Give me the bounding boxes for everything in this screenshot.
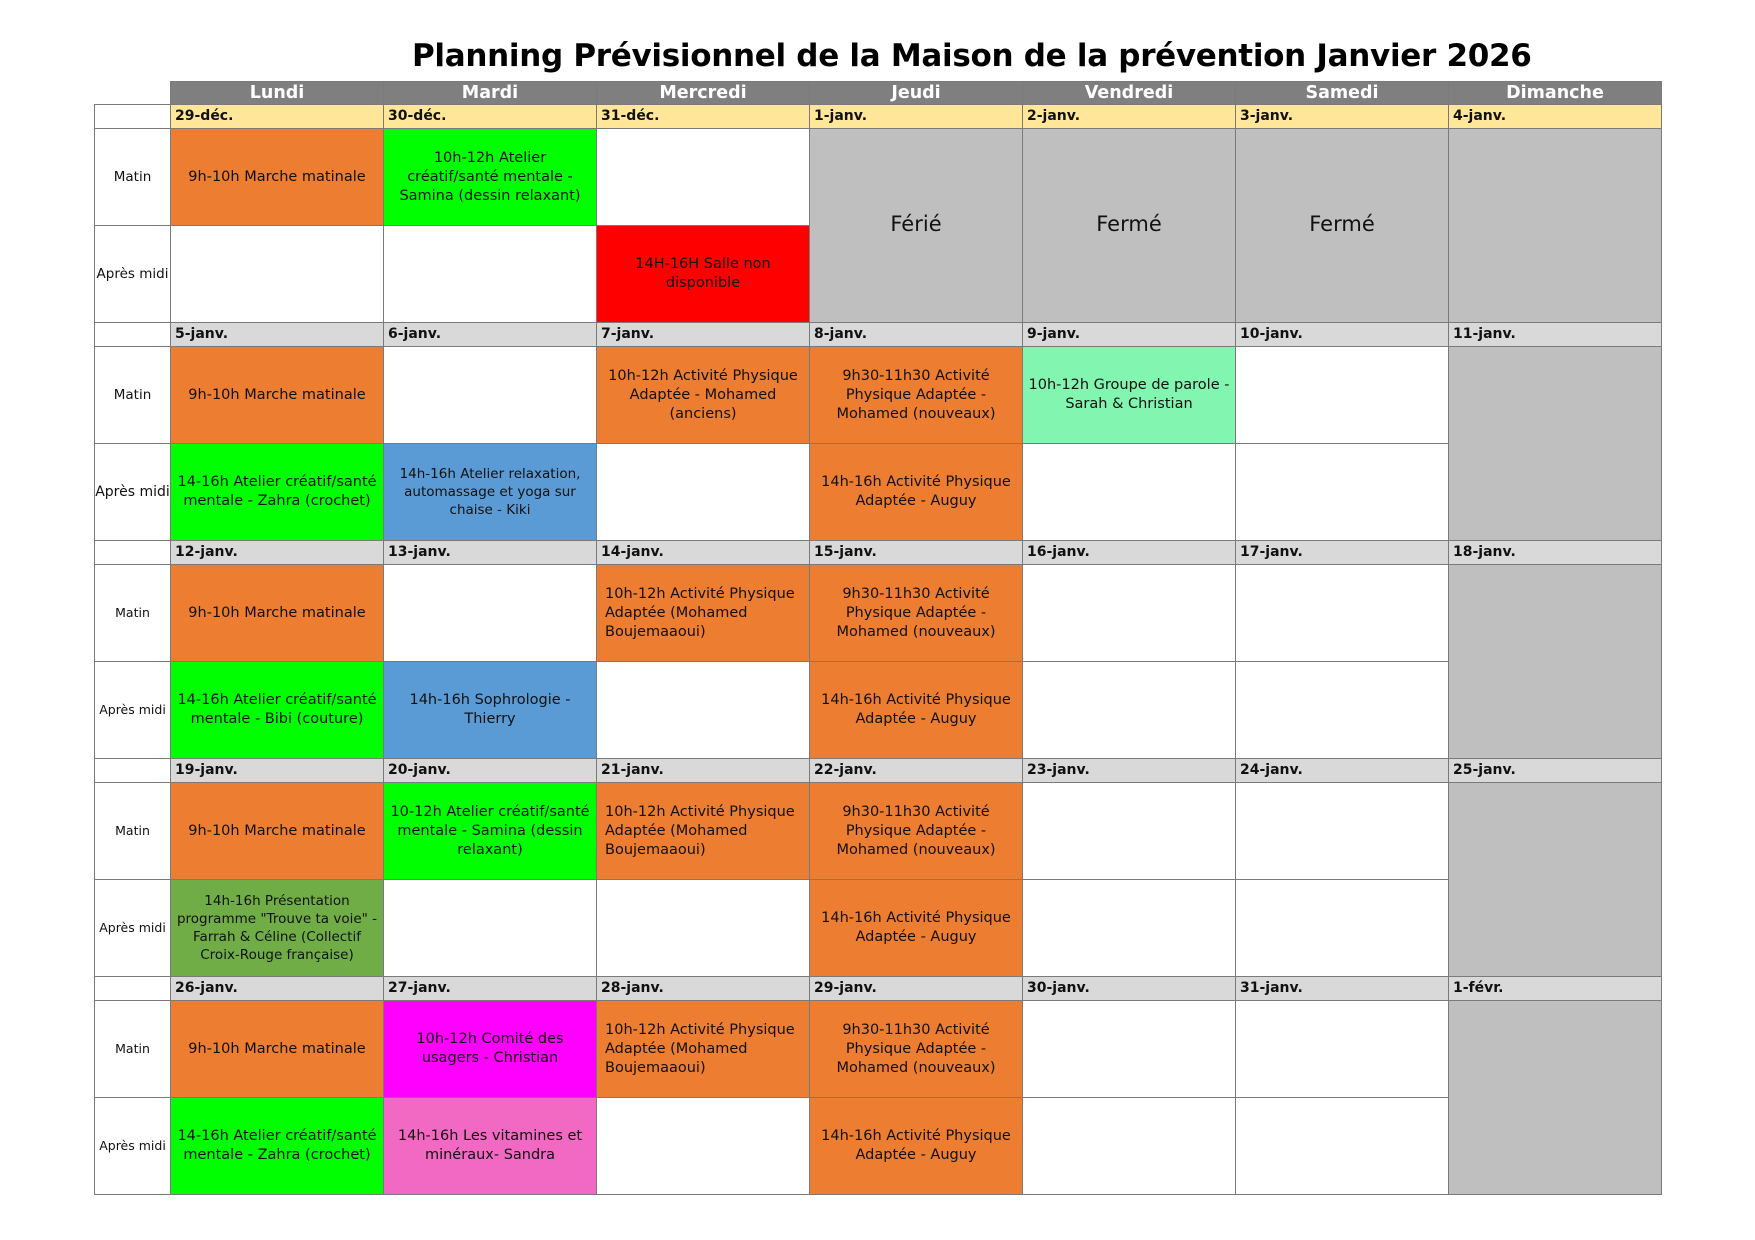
slot-label: Après midi bbox=[95, 662, 171, 759]
weekday-header: Jeudi bbox=[810, 82, 1023, 105]
activity-cell: 9h30-11h30 Activité Physique Adaptée - Mohamed (nouveaux) bbox=[810, 565, 1023, 662]
date-cell: 21-janv. bbox=[597, 759, 810, 783]
weekday-header: Dimanche bbox=[1449, 82, 1662, 105]
planning-table bbox=[94, 81, 1662, 1195]
date-cell: 31-janv. bbox=[1236, 977, 1449, 1001]
empty-cell bbox=[1236, 1001, 1449, 1098]
date-cell: 10-janv. bbox=[1236, 323, 1449, 347]
empty-cell bbox=[597, 1098, 810, 1195]
empty-cell bbox=[597, 444, 810, 541]
empty-cell bbox=[171, 226, 384, 323]
activity-cell: Fermé bbox=[1023, 129, 1236, 323]
empty-cell bbox=[384, 347, 597, 444]
activity-cell: 10-12h Atelier créatif/santé mentale - Samina (dessin relaxant) bbox=[384, 783, 597, 880]
date-row bbox=[95, 977, 1662, 1001]
empty-cell bbox=[1023, 880, 1236, 977]
date-cell: 16-janv. bbox=[1023, 541, 1236, 565]
empty-cell bbox=[384, 226, 597, 323]
activity-cell: 9h30-11h30 Activité Physique Adaptée - Mohamed (nouveaux) bbox=[810, 1001, 1023, 1098]
date-cell: 4-janv. bbox=[1449, 105, 1662, 129]
activity-cell: 14h-16h Les vitamines et minéraux- Sandra bbox=[384, 1098, 597, 1195]
empty-cell bbox=[1449, 1001, 1662, 1195]
date-cell: 17-janv. bbox=[1236, 541, 1449, 565]
activity-cell: 14h-16h Sophrologie - Thierry bbox=[384, 662, 597, 759]
date-cell: 2-janv. bbox=[1023, 105, 1236, 129]
activity-cell: 10h-12h Activité Physique Adaptée (Mohamed Boujemaaoui) bbox=[597, 565, 810, 662]
date-cell: 31-déc. bbox=[597, 105, 810, 129]
date-cell: 3-janv. bbox=[1236, 105, 1449, 129]
matin-row bbox=[95, 347, 1662, 444]
empty-cell bbox=[1449, 783, 1662, 977]
activity-cell: 14h-16h Activité Physique Adaptée - Auguy bbox=[810, 880, 1023, 977]
date-cell: 1-janv. bbox=[810, 105, 1023, 129]
weekday-header: Samedi bbox=[1236, 82, 1449, 105]
date-row-spacer bbox=[95, 977, 171, 1001]
activity-cell: 14-16h Atelier créatif/santé mentale - Bibi (couture) bbox=[171, 662, 384, 759]
apres-midi-row bbox=[95, 444, 1662, 541]
slot-label: Après midi bbox=[95, 444, 171, 541]
empty-cell bbox=[1236, 662, 1449, 759]
matin-row bbox=[95, 783, 1662, 880]
empty-cell bbox=[1236, 444, 1449, 541]
weekday-header: Lundi bbox=[171, 82, 384, 105]
date-cell: 8-janv. bbox=[810, 323, 1023, 347]
date-cell: 26-janv. bbox=[171, 977, 384, 1001]
page-title: Planning Prévisionnel de la Maison de la prévention Janvier 2026 bbox=[412, 38, 1532, 74]
slot-label: Matin bbox=[95, 129, 171, 226]
date-cell: 30-déc. bbox=[384, 105, 597, 129]
apres-midi-row bbox=[95, 662, 1662, 759]
matin-row bbox=[95, 129, 1662, 226]
date-cell: 1-févr. bbox=[1449, 977, 1662, 1001]
empty-cell bbox=[1023, 565, 1236, 662]
empty-cell bbox=[1023, 1001, 1236, 1098]
slot-label: Après midi bbox=[95, 226, 171, 323]
activity-cell: Férié bbox=[810, 129, 1023, 323]
date-cell: 23-janv. bbox=[1023, 759, 1236, 783]
date-row bbox=[95, 541, 1662, 565]
slot-label: Matin bbox=[95, 347, 171, 444]
date-cell: 6-janv. bbox=[384, 323, 597, 347]
matin-row bbox=[95, 565, 1662, 662]
date-cell: 24-janv. bbox=[1236, 759, 1449, 783]
empty-cell bbox=[384, 565, 597, 662]
activity-cell: 9h30-11h30 Activité Physique Adaptée - Mohamed (nouveaux) bbox=[810, 783, 1023, 880]
slot-label: Matin bbox=[95, 1001, 171, 1098]
activity-cell: 10h-12h Activité Physique Adaptée (Mohamed Boujemaaoui) bbox=[597, 1001, 810, 1098]
date-cell: 29-janv. bbox=[810, 977, 1023, 1001]
date-cell: 25-janv. bbox=[1449, 759, 1662, 783]
empty-cell bbox=[1449, 565, 1662, 759]
activity-cell: 9h-10h Marche matinale bbox=[171, 783, 384, 880]
date-cell: 12-janv. bbox=[171, 541, 384, 565]
activity-cell: 14h-16h Présentation programme "Trouve ta voie" - Farrah & Céline (Collectif Croix-Rouge française) bbox=[171, 880, 384, 977]
activity-cell: 14-16h Atelier créatif/santé mentale - Zahra (crochet) bbox=[171, 444, 384, 541]
slot-label: Matin bbox=[95, 783, 171, 880]
apres-midi-row bbox=[95, 1098, 1662, 1195]
empty-cell bbox=[1236, 565, 1449, 662]
activity-cell: 9h30-11h30 Activité Physique Adaptée - Mohamed (nouveaux) bbox=[810, 347, 1023, 444]
date-cell: 15-janv. bbox=[810, 541, 1023, 565]
activity-cell: 14h-16h Atelier relaxation, automassage et yoga sur chaise - Kiki bbox=[384, 444, 597, 541]
weekday-header-row bbox=[95, 82, 1662, 105]
activity-cell: 14h-16h Activité Physique Adaptée - Auguy bbox=[810, 1098, 1023, 1195]
activity-cell: 10h-12h Activité Physique Adaptée - Mohamed (anciens) bbox=[597, 347, 810, 444]
empty-cell bbox=[1236, 783, 1449, 880]
corner-cell bbox=[95, 82, 171, 105]
activity-cell: Fermé bbox=[1236, 129, 1449, 323]
empty-cell bbox=[1023, 662, 1236, 759]
weekday-header: Mercredi bbox=[597, 82, 810, 105]
date-row-spacer bbox=[95, 541, 171, 565]
activity-cell: 9h-10h Marche matinale bbox=[171, 1001, 384, 1098]
empty-cell bbox=[384, 880, 597, 977]
activity-cell: 9h-10h Marche matinale bbox=[171, 129, 384, 226]
date-cell: 28-janv. bbox=[597, 977, 810, 1001]
empty-cell bbox=[1236, 880, 1449, 977]
date-cell: 19-janv. bbox=[171, 759, 384, 783]
activity-cell: 10h-12h Groupe de parole - Sarah & Christian bbox=[1023, 347, 1236, 444]
apres-midi-row bbox=[95, 880, 1662, 977]
date-row-spacer bbox=[95, 105, 171, 129]
activity-cell: 10h-12h Atelier créatif/santé mentale - Samina (dessin relaxant) bbox=[384, 129, 597, 226]
date-row bbox=[95, 105, 1662, 129]
empty-cell bbox=[597, 662, 810, 759]
date-cell: 13-janv. bbox=[384, 541, 597, 565]
date-row bbox=[95, 323, 1662, 347]
weekday-header: Vendredi bbox=[1023, 82, 1236, 105]
slot-label: Matin bbox=[95, 565, 171, 662]
schedule-grid bbox=[94, 81, 1662, 1195]
empty-cell bbox=[597, 129, 810, 226]
empty-cell bbox=[1449, 347, 1662, 541]
date-cell: 20-janv. bbox=[384, 759, 597, 783]
empty-cell bbox=[1236, 1098, 1449, 1195]
date-cell: 14-janv. bbox=[597, 541, 810, 565]
activity-cell: 10h-12h Activité Physique Adaptée (Mohamed Boujemaaoui) bbox=[597, 783, 810, 880]
date-cell: 27-janv. bbox=[384, 977, 597, 1001]
weekday-header: Mardi bbox=[384, 82, 597, 105]
empty-cell bbox=[1023, 783, 1236, 880]
empty-cell bbox=[1449, 129, 1662, 323]
empty-cell bbox=[1236, 347, 1449, 444]
date-cell: 29-déc. bbox=[171, 105, 384, 129]
activity-cell: 10h-12h Comité des usagers - Christian bbox=[384, 1001, 597, 1098]
activity-cell: 14h-16h Activité Physique Adaptée - Auguy bbox=[810, 444, 1023, 541]
date-cell: 22-janv. bbox=[810, 759, 1023, 783]
activity-cell: 9h-10h Marche matinale bbox=[171, 565, 384, 662]
date-cell: 11-janv. bbox=[1449, 323, 1662, 347]
slot-label: Après midi bbox=[95, 1098, 171, 1195]
matin-row bbox=[95, 1001, 1662, 1098]
activity-cell: 14H-16H Salle non disponible bbox=[597, 226, 810, 323]
date-cell: 7-janv. bbox=[597, 323, 810, 347]
date-row-spacer bbox=[95, 323, 171, 347]
date-cell: 30-janv. bbox=[1023, 977, 1236, 1001]
date-row bbox=[95, 759, 1662, 783]
empty-cell bbox=[1023, 1098, 1236, 1195]
date-cell: 18-janv. bbox=[1449, 541, 1662, 565]
schedule-body bbox=[95, 82, 1662, 1195]
activity-cell: 14h-16h Activité Physique Adaptée - Auguy bbox=[810, 662, 1023, 759]
empty-cell bbox=[1023, 444, 1236, 541]
date-cell: 9-janv. bbox=[1023, 323, 1236, 347]
empty-cell bbox=[597, 880, 810, 977]
activity-cell: 9h-10h Marche matinale bbox=[171, 347, 384, 444]
activity-cell: 14-16h Atelier créatif/santé mentale - Zahra (crochet) bbox=[171, 1098, 384, 1195]
date-row-spacer bbox=[95, 759, 171, 783]
date-cell: 5-janv. bbox=[171, 323, 384, 347]
slot-label: Après midi bbox=[95, 880, 171, 977]
